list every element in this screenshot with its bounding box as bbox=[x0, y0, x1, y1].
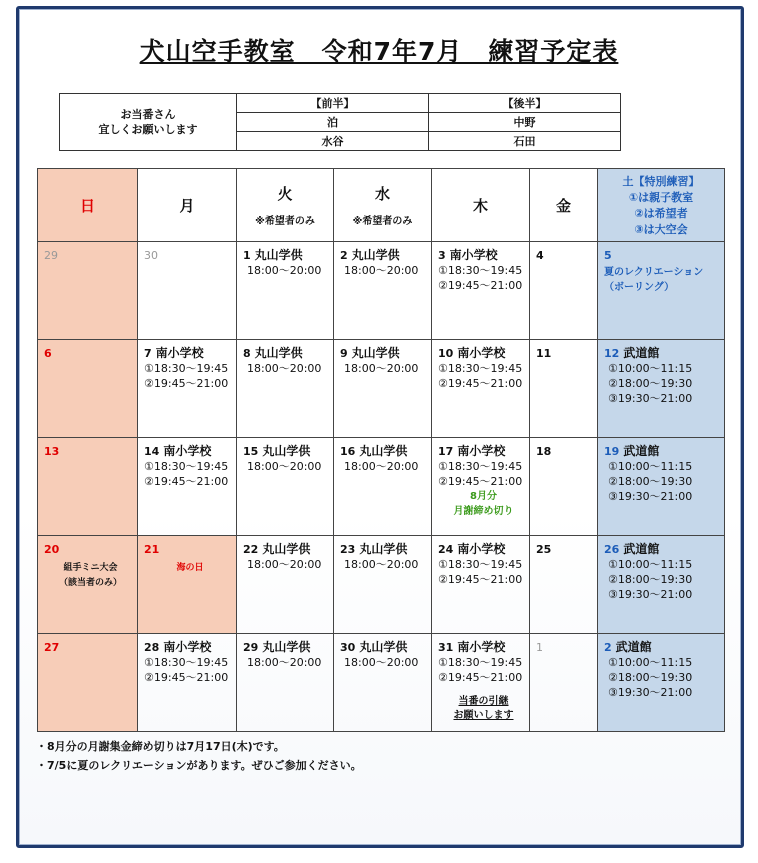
venue-name: 南小学校 bbox=[457, 542, 506, 556]
day-number: 15 bbox=[243, 445, 259, 458]
header-sat-line: ①は親子教室 bbox=[628, 191, 694, 204]
day-number: 30 bbox=[144, 249, 158, 262]
time-slot: ③19:30～21:00 bbox=[608, 392, 693, 405]
day-number: 23 bbox=[340, 543, 356, 556]
header-wed-label: 水 bbox=[374, 185, 390, 203]
day-cell bbox=[38, 536, 138, 634]
time-slot: 18:00～20:00 bbox=[344, 558, 419, 571]
day-number: 8 bbox=[243, 347, 251, 360]
day-cell bbox=[334, 340, 432, 438]
day-number: 14 bbox=[144, 445, 160, 458]
day-cell bbox=[38, 242, 138, 340]
day-cell bbox=[334, 536, 432, 634]
header-mon: 月 bbox=[138, 169, 237, 242]
time-slot: 18:00～20:00 bbox=[344, 264, 419, 277]
time-slot: ②18:00～19:30 bbox=[608, 573, 693, 586]
event-note: （該当者のみ） bbox=[58, 578, 122, 588]
time-slot: ②19:45～21:00 bbox=[438, 377, 523, 390]
first-half-member: 泊 bbox=[237, 113, 429, 132]
venue-name: 丸山学供 bbox=[359, 444, 408, 458]
day-cell bbox=[432, 438, 530, 536]
day-cell bbox=[530, 536, 598, 634]
time-slot: ②19:45～21:00 bbox=[438, 573, 523, 586]
time-slot: ①18:30～19:45 bbox=[438, 362, 523, 375]
day-cell bbox=[38, 340, 138, 438]
day-number: 7 bbox=[144, 347, 152, 360]
footer-note: ・7/5に夏のレクリエーションがあります。ぜひご参加ください。 bbox=[36, 759, 362, 772]
day-number: 2 bbox=[604, 641, 612, 654]
time-slot: 18:00～20:00 bbox=[344, 656, 419, 669]
day-number: 28 bbox=[144, 641, 160, 654]
day-number: 29 bbox=[44, 249, 58, 262]
day-cell bbox=[138, 242, 237, 340]
day-cell bbox=[598, 536, 725, 634]
day-number: 12 bbox=[604, 347, 620, 360]
first-half-member: 水谷 bbox=[237, 132, 429, 151]
header-sat-line: ③は大空会 bbox=[634, 223, 688, 236]
time-slot: ②18:00～19:30 bbox=[608, 475, 693, 488]
time-slot: 18:00～20:00 bbox=[344, 460, 419, 473]
venue-name: 南小学校 bbox=[155, 346, 204, 360]
day-number: 16 bbox=[340, 445, 356, 458]
day-cell bbox=[38, 438, 138, 536]
day-cell bbox=[432, 536, 530, 634]
deadline-note: 8月分 bbox=[470, 491, 497, 502]
time-slot: ②19:45～21:00 bbox=[438, 475, 523, 488]
day-cell bbox=[334, 438, 432, 536]
first-half-label: 【前半】 bbox=[237, 94, 429, 113]
duty-handover-note bbox=[438, 695, 529, 723]
calendar-week-row bbox=[38, 536, 725, 634]
day-number: 24 bbox=[438, 543, 454, 556]
day-number: 30 bbox=[340, 641, 356, 654]
header-sat bbox=[598, 169, 725, 242]
venue-name: 丸山学供 bbox=[262, 640, 311, 654]
day-cell bbox=[38, 634, 138, 732]
venue-name: 丸山学供 bbox=[351, 346, 400, 360]
day-cell bbox=[598, 242, 725, 340]
calendar-week-row bbox=[38, 634, 725, 732]
header-tue-note: ※希望者のみ bbox=[255, 216, 315, 227]
duty-message-line2: 宜しくお願いします bbox=[98, 123, 198, 136]
time-slot: ②19:45～21:00 bbox=[144, 377, 229, 390]
day-number: 3 bbox=[438, 249, 446, 262]
venue-name: 丸山学供 bbox=[262, 542, 311, 556]
day-number: 9 bbox=[340, 347, 348, 360]
second-half-label: 【後半】 bbox=[429, 94, 621, 113]
day-number: 25 bbox=[536, 543, 552, 556]
time-slot: ①10:00～11:15 bbox=[608, 460, 693, 473]
day-cell bbox=[530, 340, 598, 438]
time-slot: 18:00～20:00 bbox=[247, 460, 322, 473]
day-number: 5 bbox=[604, 249, 612, 262]
day-cell bbox=[598, 438, 725, 536]
day-number: 1 bbox=[243, 249, 251, 262]
time-slot: ①10:00～11:15 bbox=[608, 656, 693, 669]
header-fri: 金 bbox=[530, 169, 598, 242]
venue-name: 南小学校 bbox=[457, 444, 506, 458]
venue-name: 南小学校 bbox=[163, 444, 212, 458]
holiday-note: 海の日 bbox=[176, 563, 204, 573]
time-slot: 18:00～20:00 bbox=[247, 362, 322, 375]
day-cell bbox=[237, 438, 334, 536]
venue-name: 丸山学供 bbox=[359, 542, 408, 556]
day-cell bbox=[530, 634, 598, 732]
page-title: 犬山空手教室 令和7年7月 練習予定表 bbox=[139, 37, 619, 66]
time-slot: ②19:45～21:00 bbox=[144, 475, 229, 488]
duty-message bbox=[60, 94, 237, 151]
venue-name: 南小学校 bbox=[457, 346, 506, 360]
day-number: 13 bbox=[44, 445, 60, 458]
time-slot: 18:00～20:00 bbox=[247, 558, 322, 571]
day-number: 20 bbox=[44, 543, 60, 556]
day-cell bbox=[598, 340, 725, 438]
time-slot: 18:00～20:00 bbox=[344, 362, 419, 375]
day-number: 26 bbox=[604, 543, 620, 556]
header-tue bbox=[237, 169, 334, 242]
day-number: 22 bbox=[243, 543, 259, 556]
day-number: 31 bbox=[438, 641, 454, 654]
day-number: 19 bbox=[604, 445, 620, 458]
deadline-note: 月謝締め切り bbox=[453, 506, 514, 517]
day-cell bbox=[530, 438, 598, 536]
time-slot: ②18:00～19:30 bbox=[608, 377, 693, 390]
venue-name: 丸山学供 bbox=[254, 248, 303, 262]
venue-name: 武道館 bbox=[623, 444, 660, 458]
venue-name: 南小学校 bbox=[449, 248, 498, 262]
time-slot: ①18:30～19:45 bbox=[438, 656, 523, 669]
day-cell bbox=[237, 634, 334, 732]
day-cell bbox=[138, 438, 237, 536]
venue-name: 南小学校 bbox=[457, 640, 506, 654]
time-slot: ①18:30～19:45 bbox=[144, 460, 229, 473]
header-wed bbox=[334, 169, 432, 242]
event-note: 組手ミニ大会 bbox=[63, 563, 118, 573]
venue-name: 武道館 bbox=[615, 640, 652, 654]
second-half-member: 中野 bbox=[429, 113, 621, 132]
day-cell bbox=[138, 536, 237, 634]
day-number: 27 bbox=[44, 641, 60, 654]
day-number: 29 bbox=[243, 641, 259, 654]
footer-note: ・8月分の月謝集金締め切りは7月17日(木)です。 bbox=[36, 740, 285, 753]
calendar-header-row bbox=[38, 169, 725, 242]
day-cell bbox=[334, 242, 432, 340]
venue-name: 丸山学供 bbox=[254, 346, 303, 360]
day-number: 18 bbox=[536, 445, 552, 458]
day-cell bbox=[432, 634, 530, 732]
time-slot: ①10:00～11:15 bbox=[608, 362, 693, 375]
venue-name: 丸山学供 bbox=[359, 640, 408, 654]
time-slot: ②19:45～21:00 bbox=[144, 671, 229, 684]
day-number: 4 bbox=[536, 249, 544, 262]
calendar-table bbox=[37, 168, 725, 732]
header-wed-note: ※希望者のみ bbox=[352, 216, 413, 227]
time-slot: 18:00～20:00 bbox=[247, 264, 322, 277]
day-number: 10 bbox=[438, 347, 454, 360]
time-slot: 18:00～20:00 bbox=[247, 656, 322, 669]
day-number: 1 bbox=[536, 641, 543, 654]
day-number: 17 bbox=[438, 445, 454, 458]
time-slot: ①18:30～19:45 bbox=[144, 362, 229, 375]
time-slot: ③19:30～21:00 bbox=[608, 490, 693, 503]
day-cell bbox=[138, 634, 237, 732]
time-slot: ②19:45～21:00 bbox=[438, 671, 523, 684]
event-note: 夏のレクリエーション bbox=[604, 267, 704, 278]
day-cell bbox=[237, 536, 334, 634]
time-slot: ③19:30～21:00 bbox=[608, 588, 693, 601]
header-sat-line: 土【特別練習】 bbox=[622, 175, 700, 188]
duty-handover-line: お願いします bbox=[453, 710, 514, 721]
header-sat-line: ②は希望者 bbox=[634, 207, 688, 220]
day-cell bbox=[432, 340, 530, 438]
day-cell bbox=[334, 634, 432, 732]
duty-handover-line: 当番の引継 bbox=[458, 696, 509, 707]
footer-notes bbox=[36, 737, 362, 775]
time-slot: ③19:30～21:00 bbox=[608, 686, 693, 699]
day-number: 6 bbox=[44, 347, 52, 360]
time-slot: ①18:30～19:45 bbox=[438, 558, 523, 571]
venue-name: 南小学校 bbox=[163, 640, 212, 654]
calendar-week-row bbox=[38, 242, 725, 340]
day-number: 2 bbox=[340, 249, 348, 262]
day-cell bbox=[138, 340, 237, 438]
day-cell bbox=[598, 634, 725, 732]
venue-name: 丸山学供 bbox=[262, 444, 311, 458]
venue-name: 丸山学供 bbox=[351, 248, 400, 262]
time-slot: ①18:30～19:45 bbox=[144, 656, 229, 669]
header-thu: 木 bbox=[432, 169, 530, 242]
venue-name: 武道館 bbox=[623, 346, 660, 360]
day-number: 21 bbox=[144, 543, 160, 556]
duty-table bbox=[59, 93, 621, 151]
day-number: 11 bbox=[536, 347, 552, 360]
header-tue-label: 火 bbox=[277, 185, 293, 203]
time-slot: ②19:45～21:00 bbox=[438, 279, 523, 292]
time-slot: ①18:30～19:45 bbox=[438, 460, 523, 473]
day-cell bbox=[237, 242, 334, 340]
duty-message-line1: お当番さん bbox=[120, 108, 176, 121]
time-slot: ②18:00～19:30 bbox=[608, 671, 693, 684]
header-sun: 日 bbox=[38, 169, 138, 242]
time-slot: ①10:00～11:15 bbox=[608, 558, 693, 571]
day-cell bbox=[237, 340, 334, 438]
day-cell bbox=[432, 242, 530, 340]
calendar-week-row bbox=[38, 438, 725, 536]
venue-name: 武道館 bbox=[623, 542, 660, 556]
second-half-member: 石田 bbox=[429, 132, 621, 151]
time-slot: ①18:30～19:45 bbox=[438, 264, 523, 277]
event-note: （ボーリング） bbox=[604, 282, 675, 293]
day-cell bbox=[530, 242, 598, 340]
calendar-week-row bbox=[38, 340, 725, 438]
